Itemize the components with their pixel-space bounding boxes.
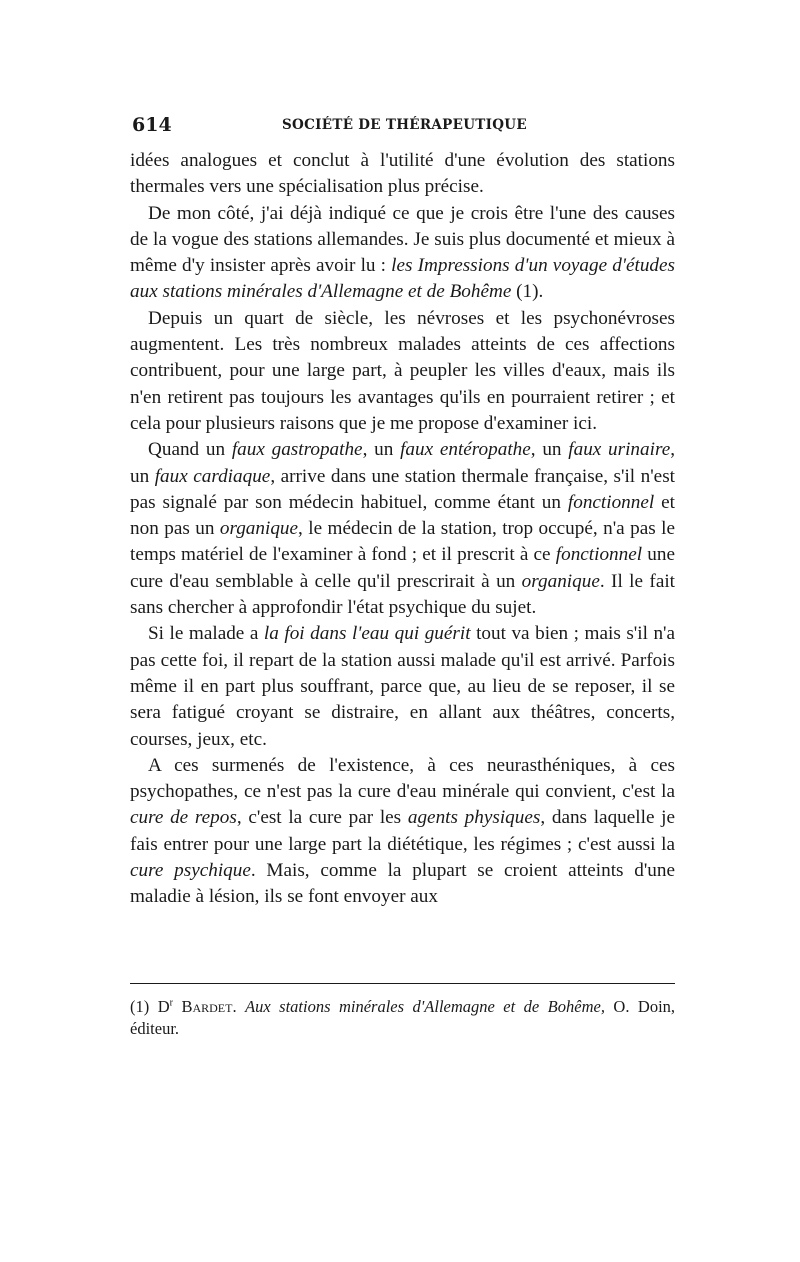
body-text — [130, 148, 675, 911]
footnote: (1) $D^r$ Bardet. Aux stations minérales d'Allemagne et de Bohême, O. Doin, éditeur. — [130, 997, 676, 1038]
page-number: 614 — [132, 114, 172, 136]
paragraph-text: De mon côté, j'ai déjà indiqué ce que je crois être l'une des causes de la vogue des stations allemandes. Je suis plus documenté et mieux à même d'y insister après avoir lu : — [130, 202, 675, 277]
paragraph-text: , un — [530, 439, 569, 461]
paragraph-text: , arrive dans une station thermale française, s'il n'est pas signalé par son médecin habituel, comme étant un — [130, 465, 675, 513]
paragraph-text: idées analogues et conclut à l'utilité d'une évolution des stations thermales vers une spécialisation plus précise. — [130, 150, 675, 198]
footnote-dr-sup: r — [169, 997, 173, 1009]
footnote-author: Bardet — [181, 997, 233, 1016]
page-header — [132, 114, 672, 140]
italic-term: organique — [521, 570, 600, 592]
paragraph-3 — [130, 306, 675, 437]
running-head: SOCIÉTÉ DE THÉRAPEUTIQUE — [282, 117, 527, 133]
italic-term: cure de repos — [130, 807, 237, 829]
paragraph-text: , un — [130, 439, 676, 487]
paragraph-text: et non pas un — [130, 491, 675, 540]
italic-term: faux urinaire — [568, 439, 671, 461]
footnote-publisher: O. Doin, éditeur. — [130, 997, 676, 1038]
footnote-title: Aux stations minérales d'Allemagne et de Bohême, — [245, 997, 605, 1016]
italic-term: fonctionnel — [567, 491, 655, 513]
paragraph-text: , le médecin de la station, trop occupé, n'a pas le temps matériel de l'examiner à fond ; et il prescrit à ce — [130, 518, 675, 566]
italic-term: faux gastropathe — [231, 439, 363, 461]
paragraph-text: une cure d'eau semblable à celle qu'il prescrirait à un — [130, 544, 675, 592]
paragraph-text: , un — [362, 439, 401, 461]
paragraph-text: . Mais, comme la plupart se croient atteints d'une maladie à lésion, ils se font envoyer aux — [130, 860, 675, 908]
footnote-divider — [130, 983, 675, 984]
italic-term: organique — [219, 518, 299, 540]
italic-term: faux cardiaque — [154, 465, 271, 487]
paragraph-5 — [130, 621, 675, 752]
paragraph-text: . Il le fait sans chercher à approfondir l'état psychique du sujet. — [130, 570, 675, 619]
paragraph-text: , c'est la cure par les — [236, 807, 408, 829]
paragraph-text: tout va bien ; mais s'il n'a pas cette foi, il repart de la station aussi malade qu'il est arrivé. Parfois même il en part plus souffrant, parce que, au lieu de se reposer, il se sera fatigué croyant se distraire, en allant aux théâtres, concerts, courses, jeux, etc. — [130, 623, 676, 750]
paragraph-text: Depuis un quart de siècle, les névroses et les psychonévroses augmentent. Les très nombreux malades atteints de ces affections contribuent, pour une large part, à peupler les villes d'eaux, mais ils n'en retirent pas toujours les avantages qu'ils en pourraient retirer ; et cela pour plusieurs raisons que je me propose d'examiner ici. — [130, 307, 675, 434]
italic-term: faux entéropathe — [400, 439, 531, 461]
italic-term: cure psychique — [130, 860, 251, 882]
italic-term: fonctionnel — [555, 544, 643, 566]
paragraph-6 — [130, 753, 675, 911]
paragraph-text: (1). — [511, 281, 544, 303]
paragraph-2 — [130, 201, 675, 306]
paragraph-text: Si le malade a — [148, 623, 264, 645]
footnote-dr: D — [157, 997, 170, 1016]
paragraph-1 — [130, 148, 675, 201]
italic-term: agents physiques — [407, 807, 541, 829]
italic-title: les Impressions d'un voyage d'études aux stations minérales d'Allemagne et de Bohême — [130, 255, 675, 303]
paragraph-4 — [130, 437, 675, 621]
paragraph-text: , dans laquelle je fais entrer pour une large part la diététique, les régimes ; c'est aussi la — [130, 807, 676, 855]
paragraph-text: Quand un — [148, 439, 232, 461]
italic-term: la foi dans l'eau qui guérit — [263, 623, 471, 645]
paragraph-text: A ces surmenés de l'existence, à ces neurasthéniques, à ces psychopathes, ce n'est pas la cure d'eau minérale qui convient, c'est la — [130, 754, 675, 803]
footnote-marker: (1) — [130, 997, 150, 1016]
